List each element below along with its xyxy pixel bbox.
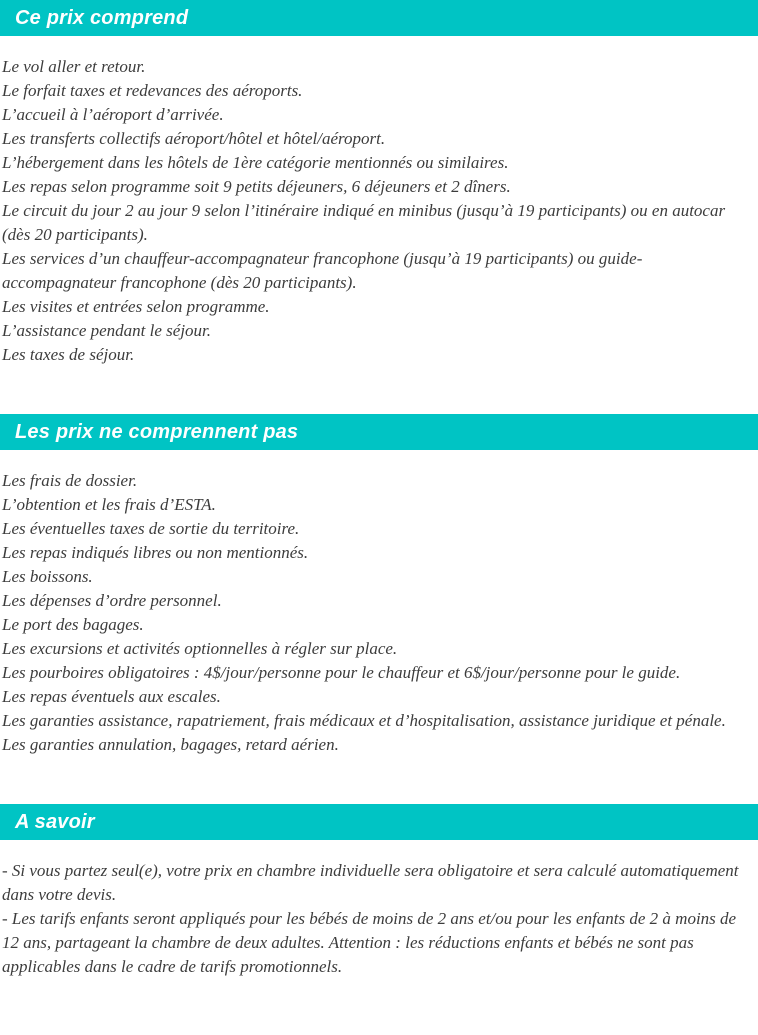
list-item: Les dépenses d’ordre personnel.	[2, 591, 222, 610]
list-item: Les visites et entrées selon programme.	[2, 297, 270, 316]
section-title: Ce prix comprend	[15, 6, 189, 29]
section-body-notes-list	[0, 840, 758, 1026]
section-good-to-know	[0, 804, 758, 1026]
list-item: L’assistance pendant le séjour.	[2, 321, 212, 340]
list-item: Les repas indiqués libres ou non mentionnés.	[2, 543, 309, 562]
list-item: L’hébergement dans les hôtels de 1ère catégorie mentionnés ou similaires.	[2, 153, 509, 172]
list-item: Les frais de dossier.	[2, 471, 138, 490]
list-item: - Les tarifs enfants seront appliqués pour les bébés de moins de 2 ans et/ou pour les enfants de 2 à moins de 12 ans, partageant la chambre de deux adultes. Attention : les réductions enfants et bébés ne sont pas applicables dans le cadre de tarifs promotionnels.	[2, 909, 737, 976]
list-item: Les éventuelles taxes de sortie du territoire.	[2, 519, 300, 538]
list-item: Le forfait taxes et redevances des aéroports.	[2, 81, 303, 100]
list-item: Le circuit du jour 2 au jour 9 selon l’itinéraire indiqué en minibus (jusqu’à 19 participants) ou en autocar (dès 20 participants).	[2, 201, 726, 244]
section-header-bar	[0, 414, 758, 450]
list-item: Les garanties assistance, rapatriement, frais médicaux et d’hospitalisation, assistance juridique et pénale.	[2, 711, 726, 730]
list-item: Les transferts collectifs aéroport/hôtel et hôtel/aéroport.	[2, 129, 386, 148]
list-item: Le vol aller et retour.	[2, 57, 146, 76]
section-header-bar	[0, 0, 758, 36]
list-item: Les repas éventuels aux escales.	[2, 687, 221, 706]
list-item: Les excursions et activités optionnelles à régler sur place.	[2, 639, 398, 658]
section-title: Les prix ne comprennent pas	[15, 420, 299, 443]
list-item: Les repas selon programme soit 9 petits déjeuners, 6 déjeuners et 2 dîners.	[2, 177, 511, 196]
list-item: - Si vous partez seul(e), votre prix en chambre individuelle sera obligatoire et sera calculé automatiquement dans votre devis.	[2, 861, 739, 904]
list-item: L’obtention et les frais d’ESTA.	[2, 495, 216, 514]
list-item: Les services d’un chauffeur-accompagnateur francophone (jusqu’à 19 participants) ou guide-accompagnateur francophone (dès 20 participants).	[2, 249, 643, 292]
section-body-included-list	[0, 36, 758, 414]
section-title: A savoir	[15, 810, 95, 833]
list-item: Les pourboires obligatoires : 4$/jour/personne pour le chauffeur et 6$/jour/personne pour le guide.	[2, 663, 681, 682]
section-price-excludes	[0, 414, 758, 804]
list-item: Le port des bagages.	[2, 615, 144, 634]
list-item: Les boissons.	[2, 567, 93, 586]
list-item: L’accueil à l’aéroport d’arrivée.	[2, 105, 224, 124]
section-header-bar	[0, 804, 758, 840]
section-body-excluded-list	[0, 450, 758, 804]
section-price-includes	[0, 0, 758, 414]
list-item: Les taxes de séjour.	[2, 345, 135, 364]
list-item: Les garanties annulation, bagages, retard aérien.	[2, 735, 339, 754]
